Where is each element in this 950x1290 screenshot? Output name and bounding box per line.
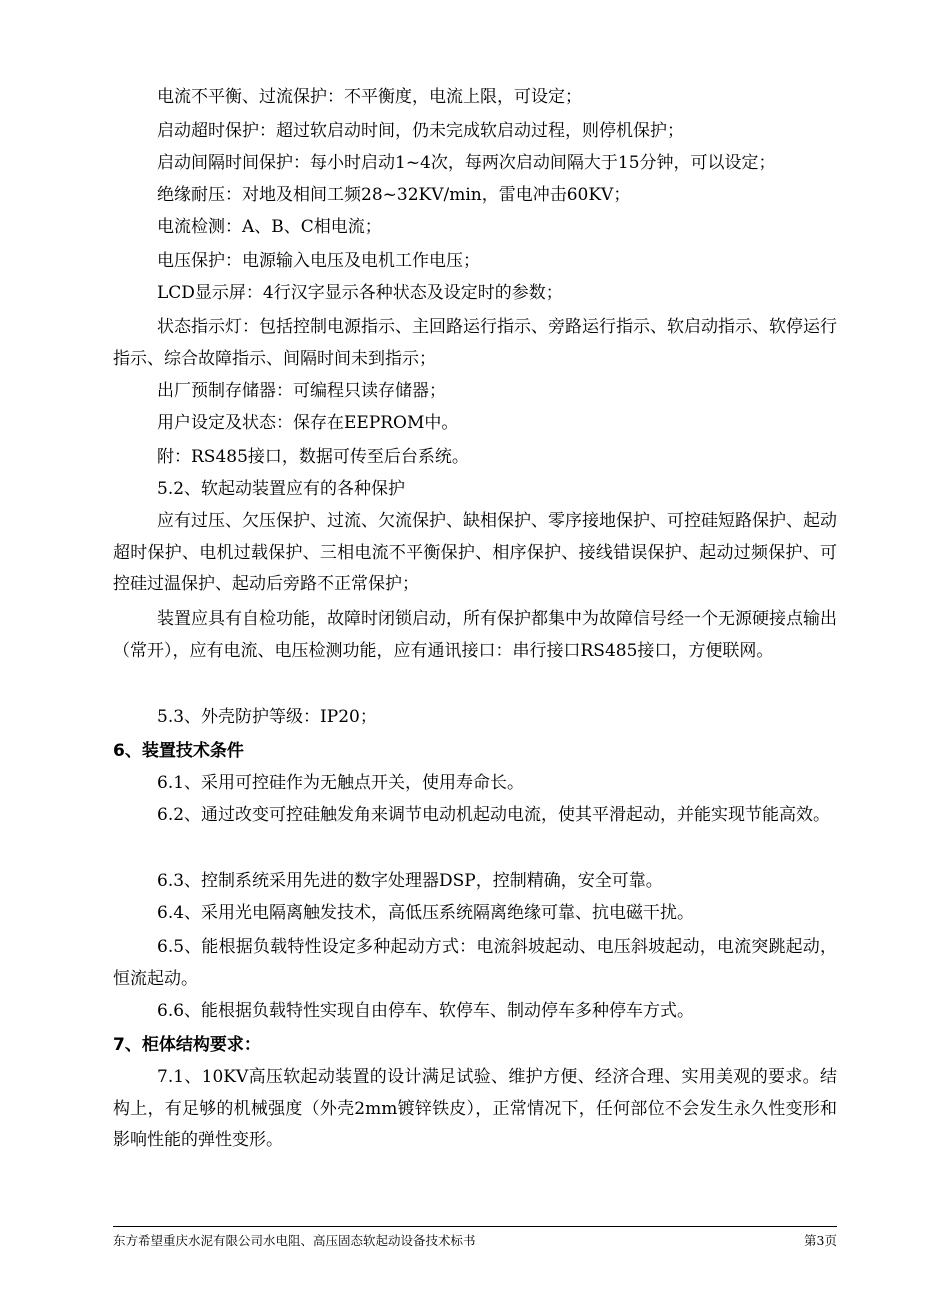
body-paragraph: 应有过压、欠压保护、过流、欠流保护、缺相保护、零序接地保护、可控硅短路保护、起动超时保护、电机过载保护、三相电流不平衡保护、相序保护、接线错误保护、起动过频保护、可控硅过温保护、起动后旁路不正常保护； [113, 511, 837, 594]
section-subheading: 5.2、软起动装置应有的各种保护 [157, 479, 406, 499]
body-paragraph: 6.2、通过改变可控硅触发角来调节电动机起动电流，使其平滑起动，并能实现节能高效。 [157, 805, 831, 825]
body-paragraph: 电压保护：电源输入电压及电机工作电压； [157, 251, 480, 271]
section-heading: 7、柜体结构要求： [113, 1035, 261, 1055]
section-subheading: 5.3、外壳防护等级：IP20； [157, 707, 377, 727]
body-paragraph: 绝缘耐压：对地及相间工频28~32KV/min，雷电冲击60KV； [157, 185, 631, 205]
body-paragraph: 6.1、采用可控硅作为无触点开关，使用寿命长。 [157, 773, 525, 793]
body-paragraph: 启动超时保护：超过软启动时间，仍未完成软启动过程，则停机保护； [157, 121, 684, 141]
body-paragraph: 附：RS485接口，数据可传至后台系统。 [157, 447, 469, 467]
body-paragraph: 状态指示灯：包括控制电源指示、主回路运行指示、旁路运行指示、软启动指示、软停运行指示、综合故障指示、间隔时间未到指示； [113, 317, 837, 369]
body-paragraph: 电流检测：A、B、C相电流； [157, 217, 382, 237]
body-paragraph: 6.4、采用光电隔离触发技术，高低压系统隔离绝缘可靠、抗电磁干扰。 [157, 903, 695, 923]
body-paragraph: 用户设定及状态：保存在EEPROM中。 [157, 413, 459, 433]
body-paragraph: 电流不平衡、过流保护：不平衡度，电流上限，可设定； [157, 87, 582, 107]
page-number: 第3页 [804, 1233, 837, 1248]
footer-divider [113, 1226, 837, 1227]
body-paragraph: LCD显示屏：4行汉字显示各种状态及设定时的参数； [157, 283, 563, 303]
body-paragraph: 6.5、能根据负载特性设定多种起动方式：电流斜坡起动、电压斜坡起动，电流突跳起动，恒流起动。 [113, 937, 837, 989]
section-heading: 6、装置技术条件 [113, 741, 244, 761]
body-paragraph: 出厂预制存储器：可编程只读存储器； [157, 381, 446, 401]
body-paragraph: 启动间隔时间保护：每小时启动1~4次，每两次启动间隔大于15分钟，可以设定； [157, 153, 776, 173]
body-paragraph: 装置应具有自检功能，故障时闭锁启动，所有保护都集中为故障信号经一个无源硬接点输出（常开），应有电流、电压检测功能，应有通讯接口：串行接口RS485接口，方便联网。 [113, 609, 837, 661]
body-paragraph: 6.3、控制系统采用先进的数字处理器DSP，控制精确，安全可靠。 [157, 871, 663, 891]
body-paragraph: 6.6、能根据负载特性实现自由停车、软停车、制动停车多种停车方式。 [157, 1001, 695, 1021]
body-paragraph: 7.1、10KV高压软起动装置的设计满足试验、维护方便、经济合理、实用美观的要求。结构上，有足够的机械强度（外壳2mm镀锌铁皮），正常情况下，任何部位不会发生永久性变形和影响性能的弹性变形。 [113, 1067, 837, 1150]
footer-title: 东方希望重庆水泥有限公司水电阻、高压固态软起动设备技术标书 [113, 1233, 476, 1248]
